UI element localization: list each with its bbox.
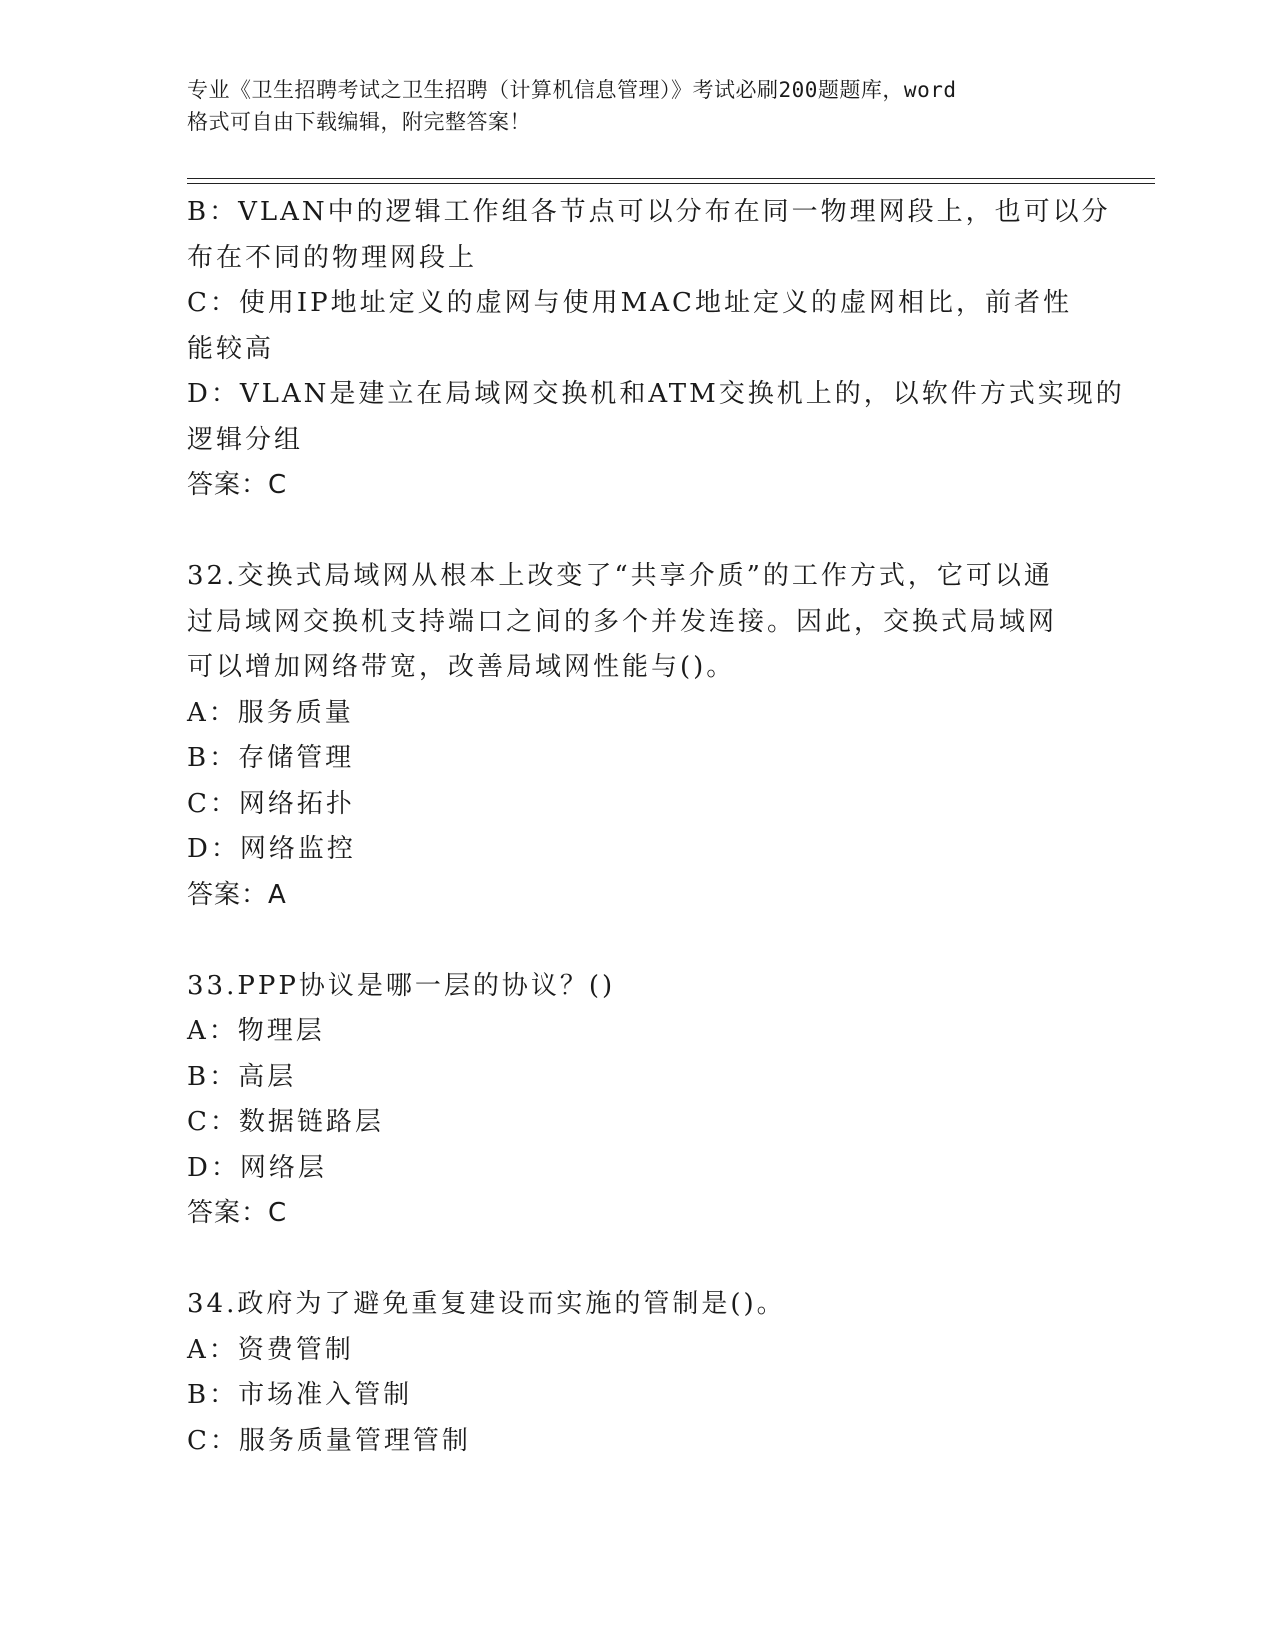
q32-answer: 答案：A — [187, 879, 287, 910]
q31-option-d-line-1: D：VLAN是建立在局域网交换机和ATM交换机上的，以软件方式实现的 — [187, 379, 1125, 409]
header-line-1: 专业《卫生招聘考试之卫生招聘（计算机信息管理）》考试必刷200题题库，word — [187, 78, 957, 102]
question-34 — [187, 1282, 1087, 1464]
spacer — [187, 918, 1087, 964]
q33-answer: 答案：C — [187, 1198, 288, 1228]
q31-answer: 答案：C — [187, 470, 288, 500]
document-header — [187, 74, 1087, 138]
q33-option-d: D：网络层 — [187, 1152, 327, 1183]
q33-option-c: C：数据链路层 — [187, 1107, 384, 1137]
spacer — [187, 1237, 1087, 1283]
q32-option-a: A：服务质量 — [187, 697, 354, 728]
q31-option-c-line-2: 能较高 — [187, 333, 275, 364]
q32-stem-line-1: 32.交换式局域网从根本上改变了“共享介质”的工作方式，它可以通 — [187, 561, 1053, 591]
header-line-2: 格式可自由下载编辑，附完整答案！ — [187, 110, 531, 134]
q32-option-b: B：存储管理 — [187, 743, 355, 773]
q32-stem-line-3: 可以增加网络带宽，改善局域网性能与()。 — [187, 652, 736, 682]
q31-option-d-line-2: 逻辑分组 — [187, 424, 304, 455]
q31-option-c-line-1: C：使用IP地址定义的虚网与使用MAC地址定义的虚网相比，前者性 — [187, 288, 1072, 318]
q31-option-b-line-1: B：VLAN中的逻辑工作组各节点可以分布在同一物理网段上，也可以分 — [187, 197, 1111, 227]
q34-stem: 34.政府为了避免重复建设而实施的管制是()。 — [187, 1289, 786, 1319]
spacer — [187, 509, 1087, 555]
question-32 — [187, 554, 1087, 918]
document-body — [187, 190, 1125, 1464]
q33-option-b: B：高层 — [187, 1061, 297, 1092]
q34-option-a: A：资费管制 — [187, 1334, 354, 1365]
q32-option-d: D：网络监控 — [187, 834, 356, 864]
q33-option-a: A：物理层 — [187, 1016, 325, 1046]
header-divider-bottom — [187, 183, 1155, 184]
q32-option-c: C：网络拓扑 — [187, 788, 355, 819]
q33-stem: 33.PPP协议是哪一层的协议？() — [187, 970, 616, 1001]
q34-option-b: B：市场准入管制 — [187, 1380, 413, 1410]
header-divider-top — [187, 178, 1155, 179]
q34-option-c: C：服务质量管理管制 — [187, 1425, 471, 1456]
question-33 — [187, 964, 1087, 1237]
q32-stem-line-2: 过局域网交换机支持端口之间的多个并发连接。因此，交换式局域网 — [187, 606, 1058, 637]
question-31 — [187, 190, 1125, 509]
q31-option-b-line-2: 布在不同的物理网段上 — [187, 242, 478, 273]
